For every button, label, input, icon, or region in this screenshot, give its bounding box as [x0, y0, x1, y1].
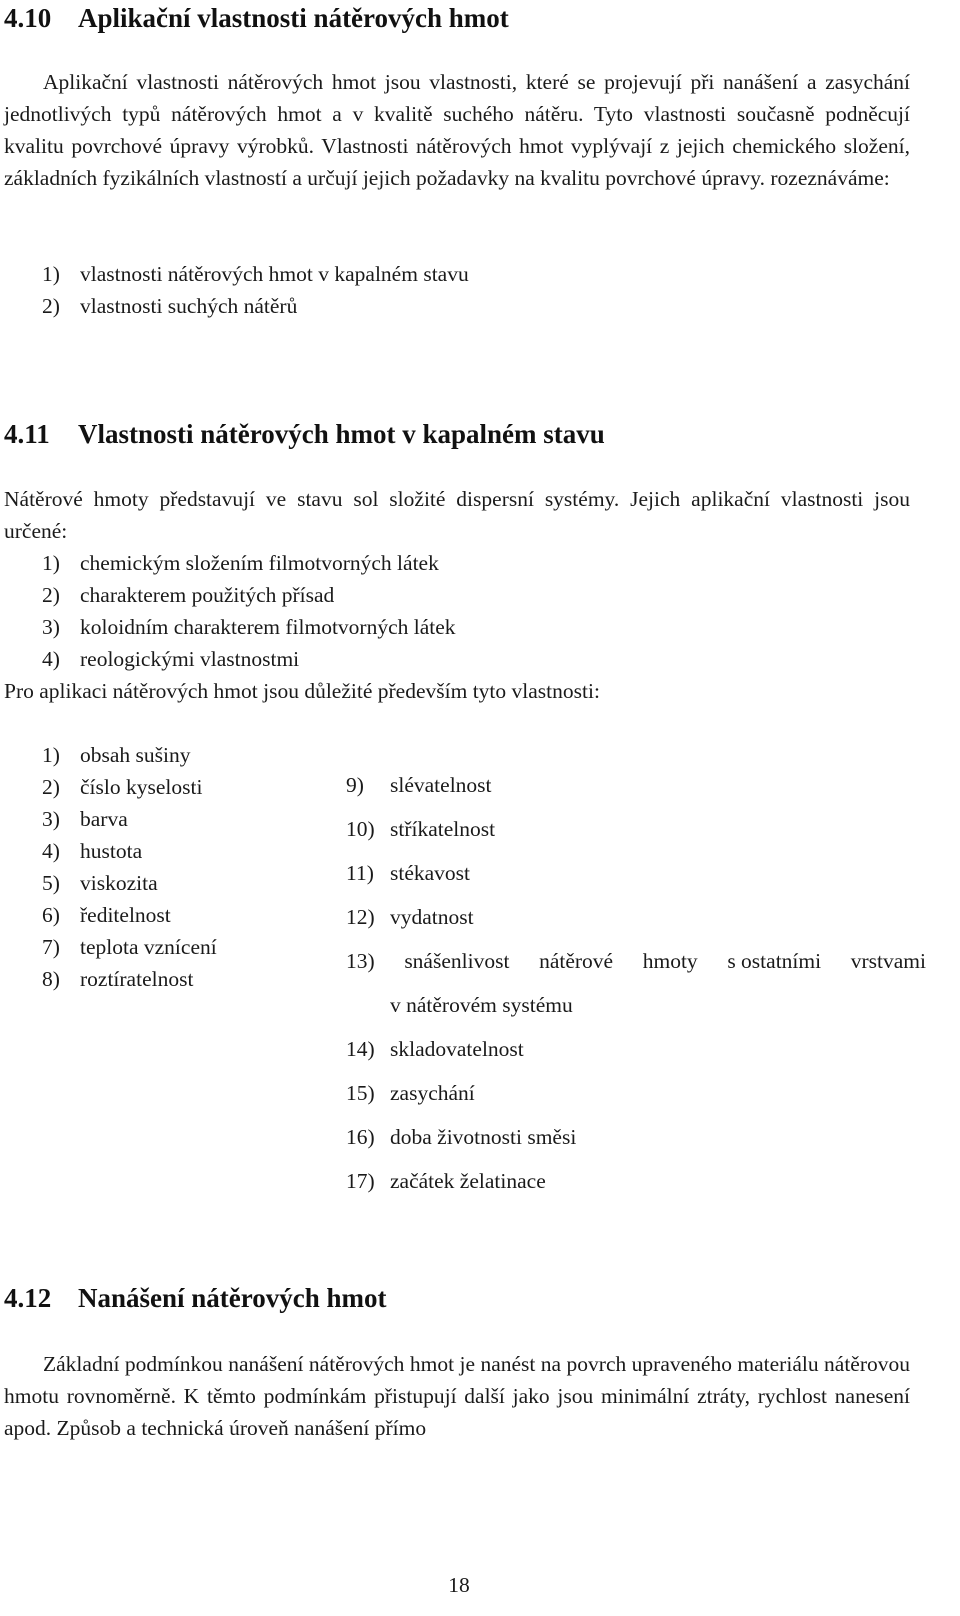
list-item: 13) snášenlivost nátěrové hmoty s ostatními vrstvami: [346, 949, 926, 973]
list-item: 3) koloidním charakterem filmotvorných látek: [42, 615, 456, 639]
section-heading-4-12: [4, 1282, 387, 1314]
properties-list-left: [42, 739, 217, 995]
list-item: 1) chemickým složením filmotvorných látek: [42, 551, 439, 575]
list-item: 4) hustota: [42, 839, 143, 863]
list-item: 17) začátek želatinace: [346, 1169, 546, 1193]
list-item: 2) charakterem použitých přísad: [42, 583, 335, 607]
section-list-4-10: [42, 258, 469, 322]
section-paragraph: Nátěrové hmoty představují ve stavu sol složité dispersní systémy. Jejich aplikační vlastnosti jsou určené:: [4, 487, 910, 543]
section-title: Vlastnosti nátěrových hmot v kapalném stavu: [78, 419, 605, 449]
list-item: 5) viskozita: [42, 871, 158, 895]
page-number: 18: [448, 1573, 470, 1597]
list-item: 3) barva: [42, 807, 128, 831]
section-title: Aplikační vlastnosti nátěrových hmot: [78, 3, 509, 33]
list-item: 10) stříkatelnost: [346, 817, 496, 841]
section-paragraph: Aplikační vlastnosti nátěrových hmot jsou vlastnosti, které se projevují při nanášení a zasychání jednotlivých typů nátěrových hmot a v kvalitě suchého nátěru. Tyto vlastnosti současně podněcují kvalitu povrchové úpravy výrobků. Vlastnosti nátěrových hmot vyplývají z jejich chemického složení, základních fyzikálních vlastností a určují jejich požadavky na kvalitu povrchové úpravy. rozeznáváme:: [4, 70, 910, 190]
list-item: 16) doba životnosti směsi: [346, 1125, 577, 1149]
list-item: 8) roztíratelnost: [42, 967, 194, 991]
list-item: 12) vydatnost: [346, 905, 474, 929]
list-item: 1) obsah sušiny: [42, 743, 191, 767]
section-number: 4.11: [4, 419, 50, 449]
properties-list-right: [346, 763, 926, 1203]
section-paragraph: Základní podmínkou nanášení nátěrových hmot je nanést na povrch upraveného materiálu nátěrovou hmotu rovnoměrně. K těmto podmínkám přistupují další jako jsou minimální ztráty, rychlost nanesení apod. Způsob a technická úroveň nanášení přímo: [4, 1352, 910, 1440]
list-item: 2) vlastnosti suchých nátěrů: [42, 294, 298, 318]
section-heading-4-11: [4, 418, 605, 450]
list-item: 11) stékavost: [346, 861, 471, 885]
list-item: 4) reologickými vlastnostmi: [42, 647, 300, 671]
list-item: 15) zasychání: [346, 1081, 475, 1105]
section-heading-4-10: [4, 2, 509, 34]
list-item: 6) ředitelnost: [42, 903, 171, 927]
list-item: 7) teplota vznícení: [42, 935, 217, 959]
list-item-continuation: v nátěrovém systému: [390, 993, 573, 1017]
section-title: Nanášení nátěrových hmot: [78, 1283, 387, 1313]
properties-intro: Pro aplikaci nátěrových hmot jsou důležité především tyto vlastnosti:: [4, 679, 600, 703]
section-number: 4.12: [4, 1283, 52, 1313]
list-item: 2) číslo kyselosti: [42, 775, 203, 799]
list-item: 14) skladovatelnost: [346, 1037, 524, 1061]
list-item: 9) slévatelnost: [346, 773, 492, 797]
list-item: 1) vlastnosti nátěrových hmot v kapalném stavu: [42, 262, 469, 286]
section-number: 4.10: [4, 3, 52, 33]
section-list-4-11: [42, 547, 456, 675]
